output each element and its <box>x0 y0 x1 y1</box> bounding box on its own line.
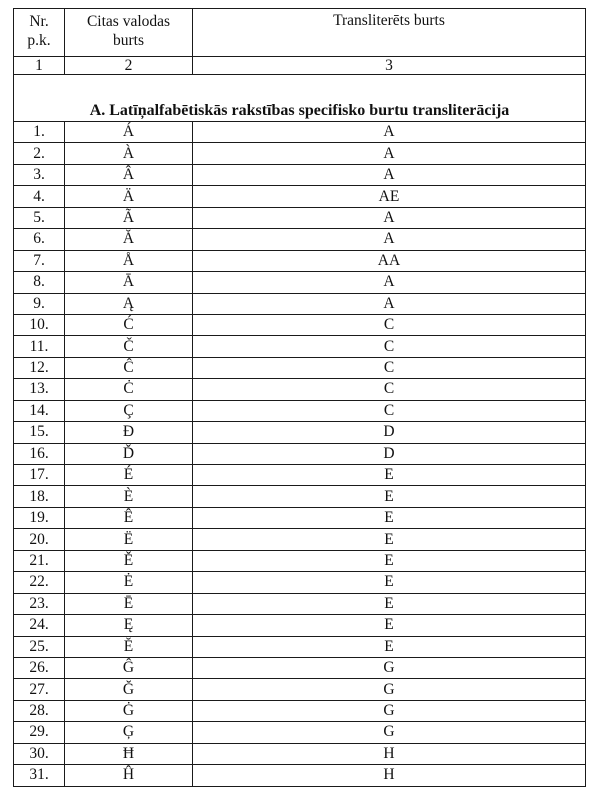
table-row <box>14 293 586 314</box>
row-number: 30. <box>14 743 65 764</box>
transliterated-letter: AE <box>193 186 586 207</box>
header-nr-line2: p.k. <box>27 32 51 49</box>
source-letter: Å <box>65 250 193 271</box>
row-number: 16. <box>14 443 65 464</box>
transliterated-letter: E <box>193 465 586 486</box>
transliterated-letter: A <box>193 143 586 164</box>
row-number: 10. <box>14 314 65 335</box>
row-number: 23. <box>14 593 65 614</box>
row-number: 1. <box>14 122 65 143</box>
transliterated-letter: A <box>193 122 586 143</box>
row-number: 28. <box>14 700 65 721</box>
transliteration-table <box>13 8 586 787</box>
table-row <box>14 743 586 764</box>
source-letter: Ć <box>65 314 193 335</box>
source-letter: À <box>65 143 193 164</box>
table-row <box>14 593 586 614</box>
table-row <box>14 572 586 593</box>
source-letter: Ĉ <box>65 357 193 378</box>
transliterated-letter: G <box>193 657 586 678</box>
source-letter: Ĥ <box>65 765 193 786</box>
table-row <box>14 164 586 185</box>
row-number: 4. <box>14 186 65 207</box>
source-letter: Ċ <box>65 379 193 400</box>
source-letter: Ġ <box>65 700 193 721</box>
row-number: 2. <box>14 143 65 164</box>
row-number: 17. <box>14 465 65 486</box>
row-number: 18. <box>14 486 65 507</box>
table-body <box>14 122 586 787</box>
transliterated-letter: A <box>193 272 586 293</box>
source-letter: È <box>65 486 193 507</box>
transliterated-letter: D <box>193 443 586 464</box>
transliterated-letter: E <box>193 636 586 657</box>
transliterated-letter: H <box>193 765 586 786</box>
header-src-line1: Citas valodas <box>86 13 171 30</box>
source-letter: Ã <box>65 207 193 228</box>
source-letter: Ė <box>65 572 193 593</box>
table-row <box>14 122 586 143</box>
source-letter: Ę <box>65 615 193 636</box>
section-row <box>14 75 586 122</box>
row-number: 27. <box>14 679 65 700</box>
header-transliterated-letter: Transliterēts burts <box>193 9 586 57</box>
table-row <box>14 229 586 250</box>
transliterated-letter: E <box>193 550 586 571</box>
section-title: A. Latīņalfabētiskās rakstības specifisko burtu transliterācija <box>14 75 586 122</box>
transliterated-letter: E <box>193 572 586 593</box>
source-letter: Ē <box>65 593 193 614</box>
row-number: 26. <box>14 657 65 678</box>
source-letter: Â <box>65 164 193 185</box>
table-row <box>14 636 586 657</box>
table-row <box>14 186 586 207</box>
column-number-row <box>14 57 586 75</box>
source-letter: Ď <box>65 443 193 464</box>
table-row <box>14 250 586 271</box>
transliterated-letter: C <box>193 379 586 400</box>
transliterated-letter: AA <box>193 250 586 271</box>
source-letter: Á <box>65 122 193 143</box>
table-row <box>14 722 586 743</box>
transliterated-letter: C <box>193 357 586 378</box>
table-row <box>14 443 586 464</box>
source-letter: Ă <box>65 229 193 250</box>
row-number: 21. <box>14 550 65 571</box>
table-row <box>14 422 586 443</box>
header-src-line2: burts <box>113 32 144 49</box>
source-letter: Ą <box>65 293 193 314</box>
source-letter: Ä <box>65 186 193 207</box>
transliterated-letter: E <box>193 529 586 550</box>
row-number: 8. <box>14 272 65 293</box>
table-row <box>14 615 586 636</box>
row-number: 29. <box>14 722 65 743</box>
row-number: 11. <box>14 336 65 357</box>
table-row <box>14 657 586 678</box>
table-row <box>14 336 586 357</box>
table-row <box>14 207 586 228</box>
transliterated-letter: E <box>193 615 586 636</box>
table-row <box>14 507 586 528</box>
transliterated-letter: G <box>193 700 586 721</box>
transliterated-letter: A <box>193 293 586 314</box>
transliterated-letter: A <box>193 164 586 185</box>
row-number: 31. <box>14 765 65 786</box>
transliterated-letter: D <box>193 422 586 443</box>
table-row <box>14 379 586 400</box>
row-number: 22. <box>14 572 65 593</box>
table-row <box>14 529 586 550</box>
row-number: 13. <box>14 379 65 400</box>
source-letter: Ê <box>65 507 193 528</box>
transliterated-letter: C <box>193 314 586 335</box>
row-number: 19. <box>14 507 65 528</box>
row-number: 25. <box>14 636 65 657</box>
table-row <box>14 465 586 486</box>
source-letter: É <box>65 465 193 486</box>
row-number: 9. <box>14 293 65 314</box>
table-row <box>14 679 586 700</box>
source-letter: Ĝ <box>65 657 193 678</box>
header-nr <box>14 9 65 57</box>
source-letter: Ĕ <box>65 636 193 657</box>
table-row <box>14 765 586 786</box>
table-row <box>14 143 586 164</box>
row-number: 24. <box>14 615 65 636</box>
transliterated-letter: G <box>193 722 586 743</box>
table-row <box>14 357 586 378</box>
transliterated-letter: A <box>193 207 586 228</box>
transliterated-letter: C <box>193 336 586 357</box>
table-row <box>14 550 586 571</box>
table-row <box>14 400 586 421</box>
source-letter: Đ <box>65 422 193 443</box>
transliterated-letter: E <box>193 593 586 614</box>
source-letter: Ë <box>65 529 193 550</box>
header-nr-line1: Nr. <box>29 13 49 30</box>
table-row <box>14 314 586 335</box>
transliterated-letter: H <box>193 743 586 764</box>
row-number: 12. <box>14 357 65 378</box>
row-number: 6. <box>14 229 65 250</box>
source-letter: Č <box>65 336 193 357</box>
row-number: 15. <box>14 422 65 443</box>
row-number: 20. <box>14 529 65 550</box>
column-number: 2 <box>65 57 193 75</box>
source-letter: Ā <box>65 272 193 293</box>
row-number: 14. <box>14 400 65 421</box>
table-row <box>14 700 586 721</box>
source-letter: Ğ <box>65 679 193 700</box>
source-letter: Ħ <box>65 743 193 764</box>
table-row <box>14 486 586 507</box>
column-number: 3 <box>193 57 586 75</box>
table-row <box>14 272 586 293</box>
row-number: 5. <box>14 207 65 228</box>
transliterated-letter: E <box>193 507 586 528</box>
transliterated-letter: E <box>193 486 586 507</box>
transliterated-letter: C <box>193 400 586 421</box>
transliterated-letter: A <box>193 229 586 250</box>
source-letter: Ģ <box>65 722 193 743</box>
row-number: 3. <box>14 164 65 185</box>
transliterated-letter: G <box>193 679 586 700</box>
header-row <box>14 9 586 57</box>
header-source-letter <box>65 9 193 57</box>
source-letter: Ě <box>65 550 193 571</box>
column-number: 1 <box>14 57 65 75</box>
row-number: 7. <box>14 250 65 271</box>
source-letter: Ç <box>65 400 193 421</box>
